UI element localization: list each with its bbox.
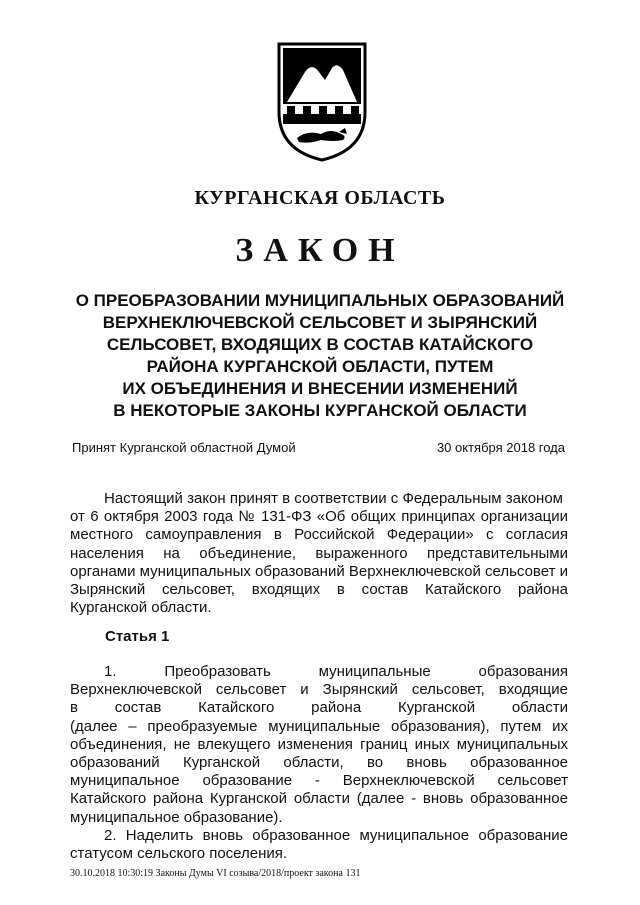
law-title-line: В НЕКОТОРЫЕ ЗАКОНЫ КУРГАНСКОЙ ОБЛАСТИ bbox=[113, 401, 527, 420]
law-title-line: О ПРЕОБРАЗОВАНИИ МУНИЦИПАЛЬНЫХ ОБРАЗОВАНИЙ bbox=[75, 291, 565, 310]
text-line: от 6 октября 2003 года № 131-ФЗ «Об общих принципах организации bbox=[70, 508, 568, 526]
document-type: ЗАКОН bbox=[235, 232, 405, 269]
adoption-date: 30 октября 2018 года bbox=[436, 440, 565, 455]
text-line: статусом сельского поселения. bbox=[70, 845, 288, 863]
preamble-paragraph bbox=[70, 490, 568, 617]
text-line: населения на объединение, выраженного представительными bbox=[70, 544, 568, 562]
article-1-body bbox=[70, 663, 568, 863]
text-line: муниципальное образование). bbox=[70, 808, 283, 826]
text-line: Настоящий закон принят в соответствии с Федеральным законом bbox=[104, 490, 563, 507]
text-line: (далее – преобразуемые муниципальные образования), путем их bbox=[70, 717, 568, 735]
text-line: Курганской области. bbox=[70, 599, 212, 617]
text-line: 2. Наделить вновь образованное муниципальное образование bbox=[104, 826, 568, 844]
text-line: местного самоуправления в Российской Федерации» с согласия bbox=[70, 526, 568, 544]
region-name: КУРГАНСКАЯ ОБЛАСТЬ bbox=[194, 187, 446, 209]
text-line: муниципальное образование - Верхнеключевской сельсовет bbox=[70, 772, 568, 790]
text-line: в состав Катайского района Курганской области bbox=[70, 699, 568, 717]
law-title-line: ИХ ОБЪЕДИНЕНИЯ И ВНЕСЕНИИ ИЗМЕНЕНИЙ bbox=[122, 379, 518, 398]
text-line: объединения, не влекущего изменения границ иных муниципальных bbox=[70, 735, 568, 753]
law-title bbox=[60, 290, 580, 422]
text-line: органами муниципальных образований Верхнеключевской сельсовет и bbox=[70, 562, 568, 580]
text-line: Катайского района Курганской области (далее - вновь образованное bbox=[70, 790, 568, 808]
text-line: Верхнеключевской сельсовет и Зырянский сельсовет, входящие bbox=[70, 681, 568, 699]
article-heading: Статья 1 bbox=[105, 628, 170, 645]
law-title-line: РАЙОНА КУРГАНСКОЙ ОБЛАСТИ, ПУТЕМ bbox=[146, 357, 494, 376]
law-title-line: ВЕРХНЕКЛЮЧЕВСКОЙ СЕЛЬСОВЕТ И ЗЫРЯНСКИЙ bbox=[102, 313, 538, 332]
coat-of-arms-emblem bbox=[277, 42, 367, 162]
text-line: образований Курганской области, во вновь образованное bbox=[70, 754, 568, 772]
text-line: 1. Преобразовать муниципальные образования bbox=[104, 663, 568, 680]
text-line: Зырянский сельсовет, входящих в состав Катайского района bbox=[70, 581, 568, 599]
document-footer: 30.10.2018 10:30:19 Законы Думы VI созыва/2018/проект закона 131 bbox=[70, 868, 361, 879]
adopted-by: Принят Курганской областной Думой bbox=[72, 440, 296, 455]
law-title-line: СЕЛЬСОВЕТ, ВХОДЯЩИХ В СОСТАВ КАТАЙСКОГО bbox=[106, 335, 534, 354]
